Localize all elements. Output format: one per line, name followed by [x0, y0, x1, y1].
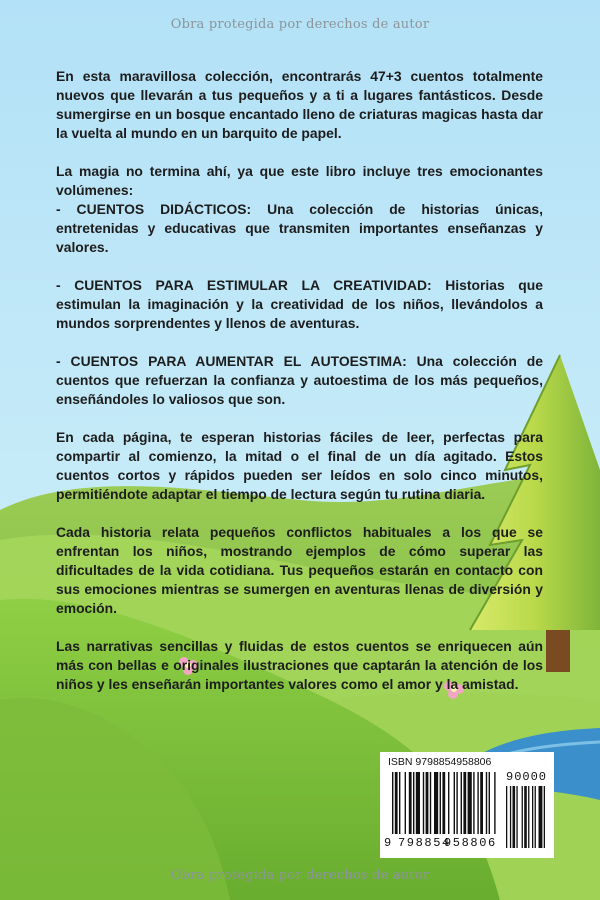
- barcode-bar: [456, 772, 457, 834]
- barcode-bar: [468, 772, 472, 834]
- barcode-bar: [486, 772, 487, 834]
- paragraph-magic: La magia no termina ahí, ya que este libro incluye tres emocionantes volúmenes:: [56, 163, 543, 198]
- barcode-bar: [440, 772, 441, 834]
- barcode-bar: [463, 772, 466, 834]
- barcode-bar: [448, 772, 449, 834]
- paragraph-conflicts: Cada historia relata pequeños conflictos habituales a los que se enfrentan los niños, mostrando ejemplos de cómo superar las dificultades de la vida cotidiana. Tus pequeños estarán en contacto con sus emociones mientras se sumergen en aventuras llenas de diversión y emoción.: [56, 524, 543, 616]
- barcode-bar: [473, 772, 474, 834]
- addon-bar: [506, 786, 507, 848]
- addon-bar: [522, 786, 523, 848]
- barcode-bar: [405, 772, 406, 834]
- back-cover-text: [56, 67, 543, 713]
- barcode-bar: [489, 772, 490, 834]
- barcode-bar: [477, 772, 478, 834]
- paragraph-pages: En cada página, te esperan historias fáciles de leer, perfectas para compartir al comienzo, la mitad o el final de un día agitado. Estos cuentos cortos y rápidos pueden ser leídos en solo cinco minutos, permitiéndote adaptar el tiempo de lectura según tu rutina diaria.: [56, 429, 543, 502]
- barcode-digits-right: 958806: [444, 836, 497, 850]
- addon-bar: [532, 786, 533, 848]
- isbn-barcode-box: [380, 752, 554, 858]
- addon-bar: [544, 786, 545, 848]
- paragraph-volume-creatividad: - CUENTOS PARA ESTIMULAR LA CREATIVIDAD: Historias que estimulan la imaginación y la creatividad de los niños, llevándolos a mundos sorprendentes y llenos de aventuras.: [56, 277, 543, 331]
- barcode-bar: [413, 772, 414, 834]
- barcode-digits-left: 798854: [398, 836, 451, 850]
- paragraph-narratives: Las narrativas sencillas y fluidas de estos cuentos se enriquecen aún más con bellas e originales ilustraciones que captarán la atención de los niños y les enseñarán importantes valores como el amor y la amistad.: [56, 638, 543, 692]
- addon-bar: [510, 786, 511, 848]
- barcode-bar: [461, 772, 462, 834]
- addon-bar: [513, 786, 516, 848]
- price-addon-code: 90000: [506, 770, 548, 784]
- barcode-bar: [392, 772, 393, 834]
- addon-bar: [535, 786, 536, 848]
- barcode-bar: [480, 772, 483, 834]
- barcode-bar: [442, 772, 445, 834]
- barcode-bar: [494, 772, 495, 834]
- isbn-label: ISBN 9798854958806: [388, 756, 492, 768]
- barcode-bar: [416, 772, 420, 834]
- barcode-bar: [426, 772, 429, 834]
- addon-bar: [524, 786, 527, 848]
- barcode-digit-first: 9: [384, 836, 393, 850]
- addon-bar: [539, 786, 543, 848]
- barcode-bar: [395, 772, 398, 834]
- addon-bar: [528, 786, 529, 848]
- barcode-bar: [454, 772, 455, 834]
- paragraph-intro: En esta maravillosa colección, encontrarás 47+3 cuentos totalmente nuevos que llevarán a tus pequeños y a ti a lugares fantásticos. Desde sumergirse en un bosque encantado lleno de criaturas magicas hasta dar la vuelta al mundo en un barquito de papel.: [56, 68, 543, 141]
- paragraph-volume-autoestima: - CUENTOS PARA AUMENTAR EL AUTOESTIMA: Una colección de cuentos que refuerzan la confianza y autoestima de los más pequeños, enseñándoles lo valiosos que son.: [56, 353, 543, 407]
- barcode-bar: [434, 772, 438, 834]
- copyright-watermark-bottom: Obra protegida por derechos de autor: [170, 868, 430, 883]
- barcode-bar: [423, 772, 424, 834]
- barcode-bar: [430, 772, 431, 834]
- barcode-bar: [399, 772, 400, 834]
- barcode-bar: [409, 772, 412, 834]
- copyright-watermark-top: Obra protegida por derechos de autor: [170, 17, 430, 32]
- addon-bar: [516, 786, 517, 848]
- paragraph-volume-didacticos: - CUENTOS DIDÁCTICOS: Una colección de historias únicas, entretenidas y educativas que transmiten importantes enseñanzas y valores.: [56, 201, 543, 255]
